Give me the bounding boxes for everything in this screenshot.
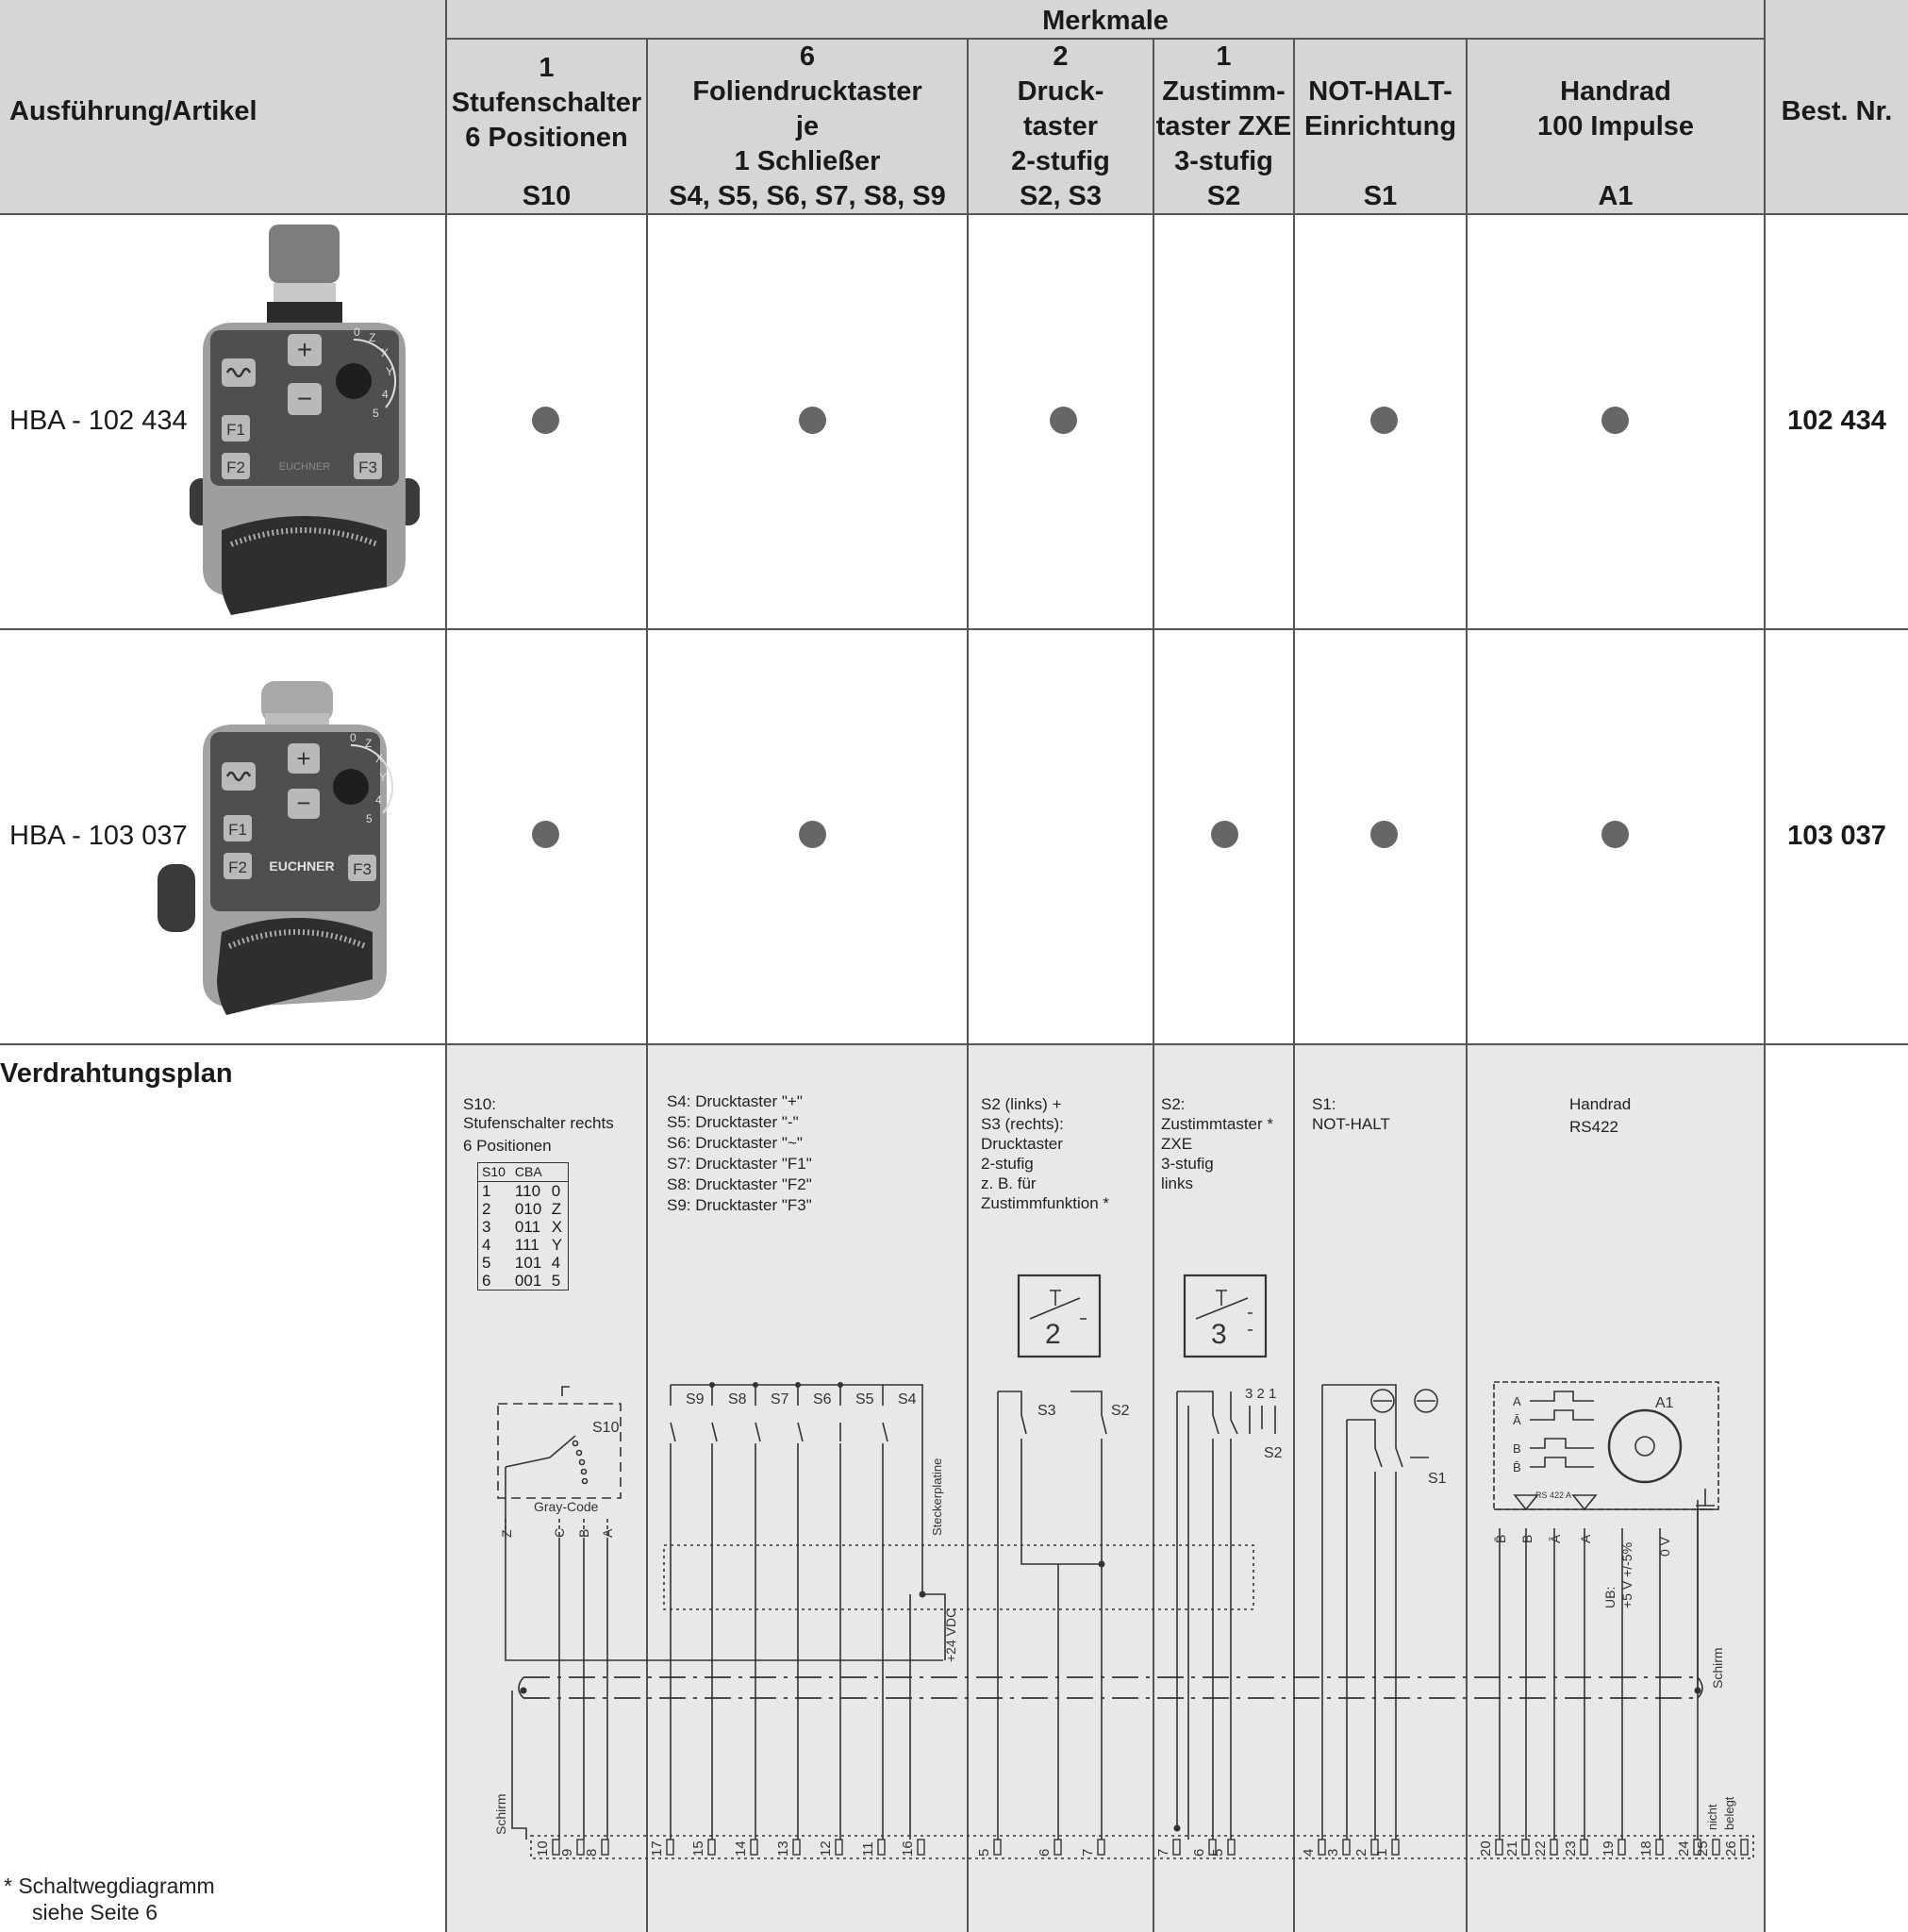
ub-value-label: +5 V +/-5% [1619, 1541, 1634, 1608]
svg-text:0: 0 [350, 731, 357, 744]
terminal-block [1741, 1840, 1748, 1855]
a1-label: A1 [1655, 1395, 1674, 1411]
terminal-block [1581, 1840, 1587, 1855]
nicht-label: nicht [1705, 1804, 1719, 1830]
key-f2-label: F2 [226, 458, 245, 476]
terminal-block [1098, 1840, 1104, 1855]
table-row: 4 111 Y [482, 1236, 563, 1254]
header-article: Ausführung/Artikel [9, 96, 257, 126]
svg-text:4: 4 [375, 793, 382, 807]
terminal-label: 3 [1325, 1848, 1341, 1857]
table-row: 1 110 0 [482, 1182, 561, 1200]
terminal-label: 17 [649, 1840, 665, 1857]
a1-lines [1500, 1509, 1698, 1840]
svg-text:B: B [576, 1528, 591, 1538]
terminal-block [667, 1840, 673, 1855]
terminal-block [1319, 1840, 1325, 1855]
terminal-block [1343, 1840, 1350, 1855]
s4-label: S4 [898, 1391, 917, 1407]
s4-s9-drops [671, 1443, 945, 1840]
belegt-label: belegt [1722, 1796, 1736, 1830]
s3-label: S3 [1037, 1403, 1056, 1419]
terminal-block [1522, 1840, 1529, 1855]
shield-bus [523, 1677, 1698, 1698]
shield-left [512, 1677, 526, 1840]
terminal-block [1618, 1840, 1625, 1855]
terminal-block [751, 1840, 757, 1855]
zero-v-label: 0 V [1657, 1536, 1672, 1557]
product-label-2: HBA - 103 037 [9, 821, 188, 851]
a1-wheel-hub [1635, 1437, 1654, 1456]
svg-text:A: A [600, 1528, 615, 1538]
sym3-label: 3 [1211, 1319, 1227, 1350]
s10-label: S10 [592, 1420, 620, 1436]
terminal-label: 5 [976, 1848, 992, 1857]
vdc-label: +24 VDC [943, 1607, 958, 1662]
wiring-title: Verdrahtungsplan [0, 1058, 233, 1089]
footnote-line-1: * Schaltwegdiagramm [4, 1874, 215, 1898]
terminal-label: 18 [1638, 1840, 1654, 1857]
schirm-left-label: Schirm [493, 1793, 508, 1835]
terminal-label: 25 [1695, 1840, 1711, 1857]
s6-label: S6 [813, 1391, 832, 1407]
svg-text:Z: Z [365, 737, 373, 750]
terminal-label: 11 [860, 1841, 876, 1857]
key-f1-label: F1 [226, 421, 245, 439]
brand-label: EUCHNER [269, 858, 335, 874]
bestnr-2: 103 037 [1787, 821, 1886, 851]
key-plus-label: + [296, 335, 313, 364]
schirm-right-label: Schirm [1710, 1647, 1725, 1689]
s1-wiring [1322, 1385, 1429, 1840]
s5-label: S5 [855, 1391, 874, 1407]
s2-zxe-label: S2 [1264, 1445, 1283, 1461]
terminal-label: 24 [1676, 1840, 1692, 1857]
table-row: 3 011 X [482, 1218, 563, 1236]
sym2-label: 2 [1045, 1319, 1061, 1350]
terminal-label: 14 [733, 1840, 749, 1857]
terminal-label: 16 [900, 1840, 916, 1857]
svg-text:0: 0 [354, 325, 360, 339]
terminal-block [1713, 1840, 1719, 1855]
steckerplatine-label: Steckerplatine [930, 1457, 944, 1536]
a1-ground [1696, 1489, 1715, 1509]
svg-text:B: B [1513, 1441, 1521, 1456]
terminal-label: 10 [535, 1840, 551, 1857]
terminal-label: 4 [1301, 1848, 1317, 1857]
key-f2-label: F2 [228, 858, 247, 876]
key-minus-label: − [296, 789, 311, 817]
terminal-block [878, 1840, 885, 1855]
a1-drivers [1494, 1495, 1718, 1509]
terminal-block [577, 1840, 584, 1855]
terminal-label: 8 [584, 1848, 600, 1857]
svg-text:Z: Z [369, 331, 376, 344]
terminal-label: 7 [1155, 1848, 1171, 1857]
terminal-block [1551, 1840, 1557, 1855]
svg-text:Y: Y [386, 365, 394, 378]
terminal-labels [535, 1840, 1748, 1857]
datasheet-page: Ausführung/Artikel Merkmale Best. Nr. 1 Stufenschalter 6 Positionen S10 6 Foliendrucktaster je 1 Schließer S4, S5, S6, S7, S8, S9 2 Druck- taster 2-stufig S2, S3 1 Zustimm- taster ZXE 3-stufig S2 NOT-HALT- Einrichtung S1 Handrad 100 Impulse A1 HBA - 102 434 HBA - 103 037 102 434 103 037 + − F1 F2 F3 EUCHNER 0 Z X Y 4 5 + − F1 F2 F3 EUCHNER 0 Z X Y 4 5 Verdrahtungsplan * Schaltwegdiagramm siehe Seite 6 S10: Stufenschalter rechts 6 Positionen S10 CBA 1 110 0 2 010 Z 3 011 X 4 111 Y 5 101 4 6 001 5 S4: Drucktaster "+" S5: Drucktaster "-" S6: Drucktaster "~" S7: Drucktaster "F1" S8: Drucktaster "F2" S9: Drucktaster "F3" S2 (links) + S3 (rechts): Drucktaster 2-stufig z. B. für Zustimmfunktion * S2: Zustimmtaster * ZXE 3-stufig links S1: NOT-HALT Handrad RS422 S10 Gray-Code Z C B A Schirm Schirm Steckerplatine +24 VDC S9 S8 S7 S6 S5 S4 S3 S2 S2 3 2 1 2 3 S1 A1 RS 422 A A Ā B B̄ B̄ B Ā A UB: +5 V +/-5% 0 V nicht belegt 10 9 8 17 15 14 13 12 11 16 5 6 7 7 6 5 4 3 2 1 20 21 22 23 19 18 24 25 26 [0, 0, 1908, 1932]
svg-text:Y: Y [379, 771, 388, 784]
terminal-label: 12 [818, 1840, 834, 1857]
stecker-box [664, 1545, 1253, 1609]
terminal-label: 6 [1037, 1848, 1053, 1857]
terminal-label: 26 [1723, 1840, 1739, 1857]
s2-label: S2 [1111, 1403, 1130, 1419]
gray-code-label: Gray-Code [534, 1499, 599, 1514]
terminal-block [553, 1840, 559, 1855]
svg-text:B̄: B̄ [1493, 1534, 1508, 1543]
pos-321-label: 3 2 1 [1245, 1386, 1277, 1402]
terminal-block [836, 1840, 842, 1855]
svg-text:X: X [381, 346, 390, 359]
svg-text:A: A [1513, 1394, 1521, 1408]
key-plus-label: + [296, 744, 311, 773]
svg-text:B̄: B̄ [1513, 1460, 1521, 1474]
s10-contact [506, 1387, 575, 1538]
s2-zxe-wiring [1177, 1391, 1275, 1840]
s4-s9-bus [671, 1385, 922, 1594]
terminal-label: 7 [1080, 1848, 1096, 1857]
terminal-block [708, 1840, 715, 1855]
header-merkmale: Merkmale [1042, 6, 1169, 36]
terminal-label: 6 [1191, 1848, 1207, 1857]
terminal-block [1228, 1840, 1235, 1855]
bestnr-1: 102 434 [1787, 406, 1886, 436]
svg-text:A: A [1578, 1534, 1593, 1543]
product-label-1: HBA - 102 434 [9, 406, 188, 436]
terminal-label: 19 [1601, 1840, 1617, 1857]
a1-box [1494, 1382, 1718, 1509]
terminal-block [1054, 1840, 1061, 1855]
s7-label: S7 [771, 1391, 789, 1407]
table-row: 6 001 5 [482, 1272, 561, 1290]
header-bestnr: Best. Nr. [1781, 96, 1893, 126]
svg-text:Ā: Ā [1548, 1534, 1563, 1543]
ub-label: UB: [1602, 1586, 1618, 1608]
s8-label: S8 [728, 1391, 747, 1407]
s4-s9-contacts [671, 1423, 888, 1441]
svg-text:C: C [552, 1527, 567, 1538]
s10-lines [506, 1538, 943, 1840]
rs422-label: RS 422 A [1535, 1491, 1572, 1500]
terminal-block [1656, 1840, 1663, 1855]
s1-label: S1 [1428, 1471, 1447, 1487]
a1-pulse-diagram [1530, 1391, 1594, 1467]
key-f3-label: F3 [358, 458, 377, 476]
terminal-label: 23 [1563, 1840, 1579, 1857]
terminal-label: 22 [1533, 1840, 1549, 1857]
terminal-label: 1 [1374, 1848, 1390, 1857]
terminal-label: 15 [690, 1840, 706, 1857]
footnote-line-2: siehe Seite 6 [32, 1900, 158, 1924]
key-f1-label: F1 [228, 821, 247, 839]
terminal-label: 20 [1478, 1840, 1494, 1857]
brand-label: EUCHNER [278, 461, 331, 473]
terminal-block [1173, 1840, 1180, 1855]
s9-label: S9 [686, 1391, 705, 1407]
table-row: 2 010 Z [482, 1200, 562, 1218]
svg-text:5: 5 [366, 812, 373, 825]
s2-s3-wiring [998, 1391, 1106, 1840]
svg-text:X: X [375, 752, 384, 765]
terminal-label: 9 [559, 1848, 575, 1857]
svg-text:B: B [1519, 1534, 1535, 1543]
symbol-2-lines [1030, 1291, 1087, 1319]
terminal-block [1392, 1840, 1399, 1855]
terminal-block [994, 1840, 1001, 1855]
svg-text:Z: Z [499, 1529, 514, 1538]
terminal-block [602, 1840, 608, 1855]
svg-text:4: 4 [382, 388, 389, 401]
terminal-label: 13 [775, 1840, 791, 1857]
svg-text:5: 5 [373, 407, 379, 420]
key-minus-label: − [296, 384, 313, 413]
s10-switch-housing [498, 1404, 621, 1498]
a1-wheel [1609, 1410, 1681, 1482]
terminal-label: 2 [1353, 1848, 1369, 1857]
terminal-block [793, 1840, 800, 1855]
terminal-block [1496, 1840, 1502, 1855]
table-row: 5 101 4 [482, 1254, 561, 1272]
svg-text:Ā: Ā [1513, 1413, 1521, 1427]
table-row: S10 CBA [478, 1163, 569, 1182]
terminal-label: 21 [1504, 1840, 1520, 1857]
key-f3-label: F3 [353, 860, 372, 878]
terminal-block [918, 1840, 924, 1855]
terminal-label: 5 [1210, 1848, 1226, 1857]
